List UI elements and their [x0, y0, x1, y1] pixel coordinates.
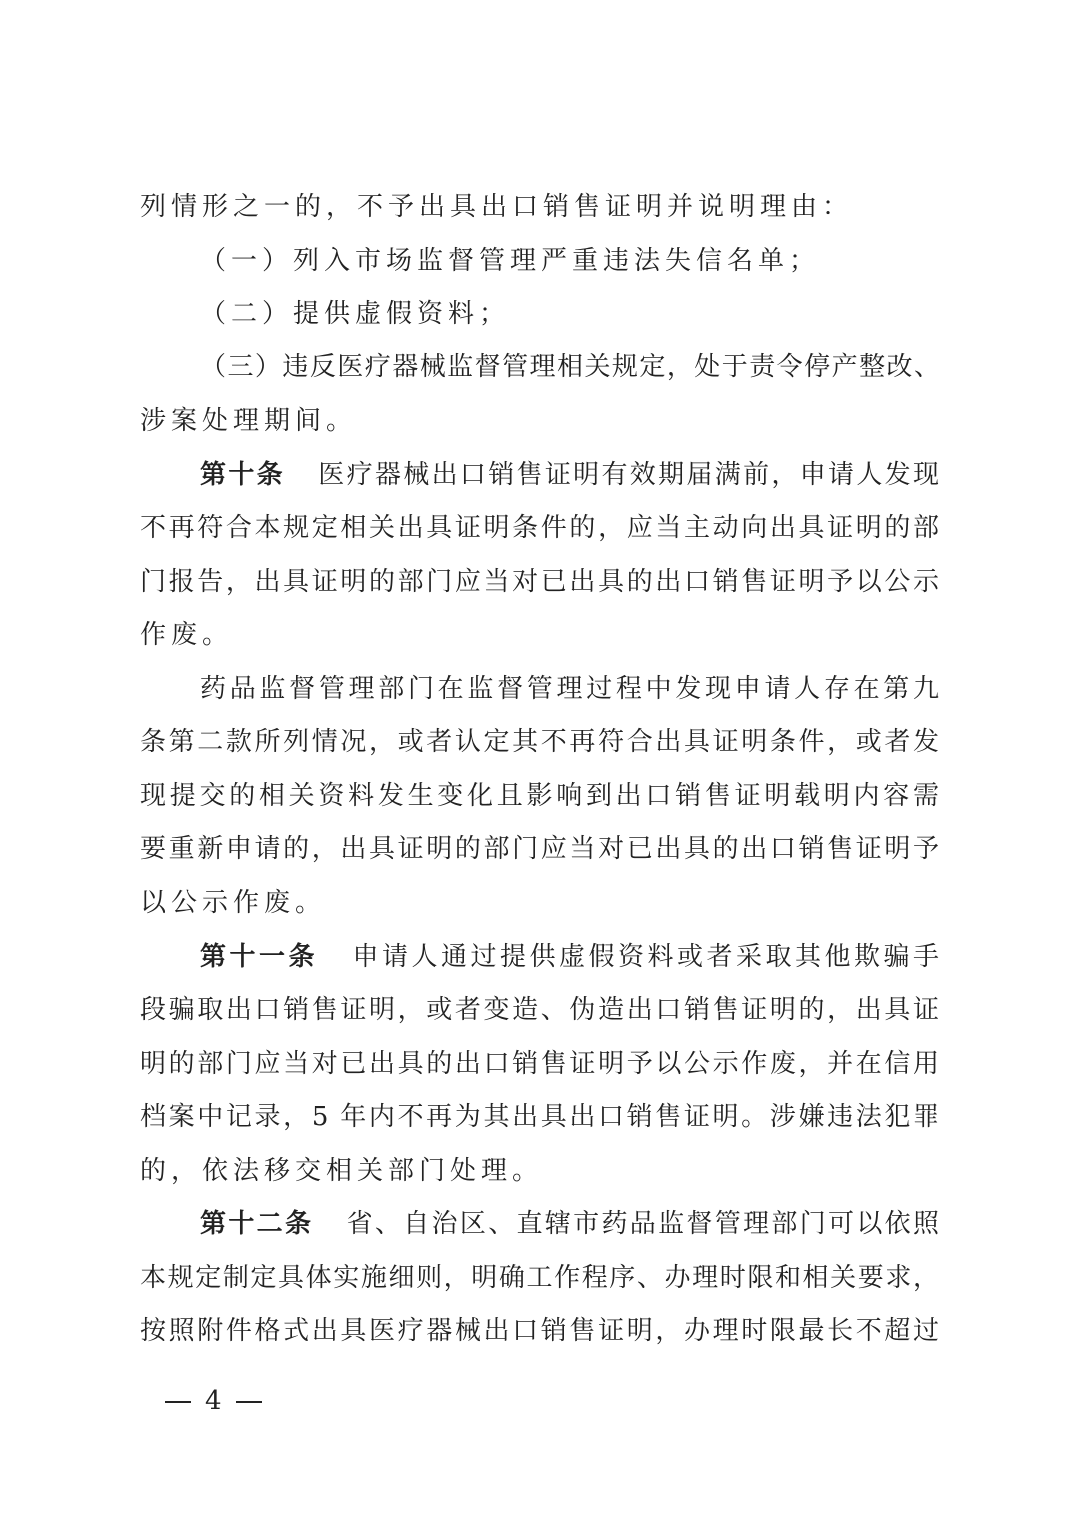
- dash-icon: [165, 1401, 191, 1403]
- paragraph-line: 列情形之一的，不予出具出口销售证明并说明理由：: [140, 192, 854, 222]
- paragraph-line: 涉案处理期间。: [140, 406, 358, 436]
- page-number: 4: [205, 1386, 222, 1416]
- paragraph-line: 档案中记录，5 年内不再为其出具出口销售证明。涉嫌违法犯罪: [140, 1102, 940, 1132]
- article-heading: 第十二条: [200, 1209, 314, 1239]
- article-11-line: [200, 937, 940, 977]
- article-text: 省、自治区、直辖市药品监督管理部门可以依照: [345, 1209, 940, 1239]
- article-text: 申请人通过提供虚假资料或者采取其他欺骗手: [350, 942, 940, 972]
- paragraph-line: 按照附件格式出具医疗器械出口销售证明，办理时限最长不超过: [140, 1316, 940, 1346]
- article-text: 医疗器械出口销售证明有效期届满前，申请人发现: [316, 460, 940, 490]
- paragraph-line: 门报告，出具证明的部门应当对已出具的出口销售证明予以公示: [140, 567, 940, 597]
- article-12-line: [200, 1204, 940, 1244]
- paragraph-line: 作废。: [140, 620, 234, 650]
- article-heading: 第十条: [200, 460, 285, 490]
- paragraph-line: 段骗取出口销售证明，或者变造、伪造出口销售证明的，出具证: [140, 995, 940, 1025]
- paragraph-line: 药品监督管理部门在监督管理过程中发现申请人存在第九: [200, 674, 940, 704]
- paragraph-line: 不再符合本规定相关出具证明条件的，应当主动向出具证明的部: [140, 513, 940, 543]
- list-item: （二）提供虚假资料；: [200, 299, 511, 329]
- article-10-line: [200, 455, 940, 495]
- paragraph-line: 本规定制定具体实施细则，明确工作程序、办理时限和相关要求，: [140, 1263, 940, 1293]
- dash-icon: [236, 1401, 262, 1403]
- paragraph-line: 明的部门应当对已出具的出口销售证明予以公示作废，并在信用: [140, 1049, 940, 1079]
- paragraph-line: 条第二款所列情况，或者认定其不再符合出具证明条件，或者发: [140, 727, 940, 757]
- paragraph-line: 的，依法移交相关部门处理。: [140, 1156, 544, 1186]
- paragraph-line: 现提交的相关资料发生变化且影响到出口销售证明载明内容需: [140, 781, 940, 811]
- list-item: （一）列入市场监督管理严重违法失信名单；: [200, 246, 821, 276]
- paragraph-line: 以公示作废。: [140, 888, 327, 918]
- paragraph-line: 要重新申请的，出具证明的部门应当对已出具的出口销售证明予: [140, 834, 940, 864]
- list-item: （三）违反医疗器械监督管理相关规定，处于责令停产整改、: [200, 352, 940, 382]
- page-footer: [165, 1383, 262, 1419]
- article-heading: 第十一条: [200, 942, 318, 972]
